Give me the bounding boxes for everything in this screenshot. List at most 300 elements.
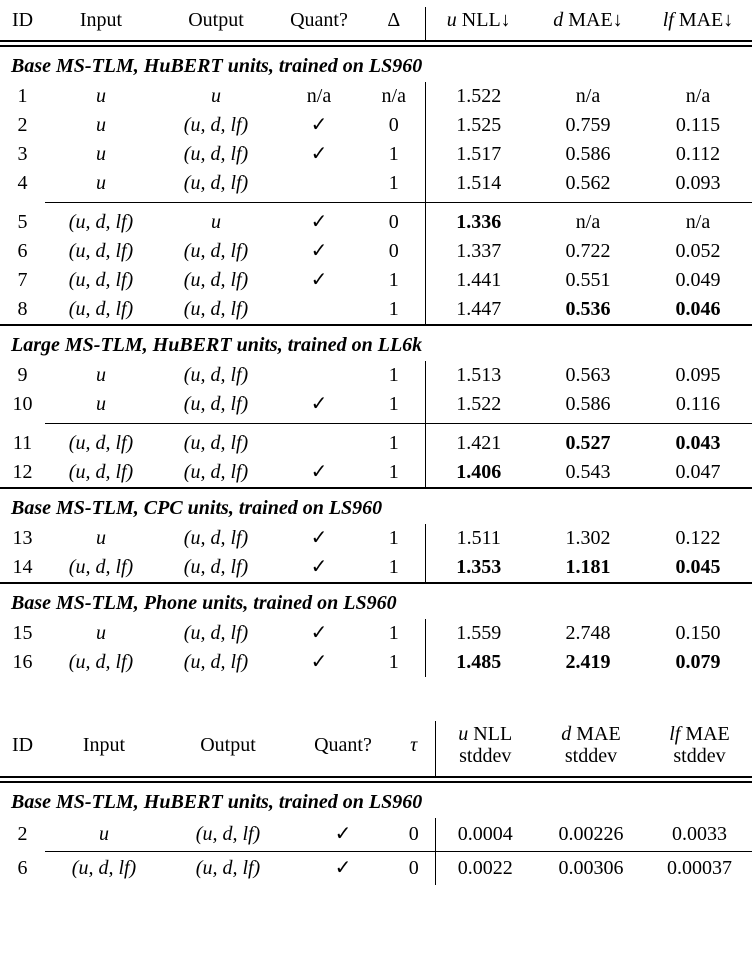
math-value: (u, d, lf)	[68, 298, 134, 320]
cell	[435, 852, 535, 886]
cell	[45, 203, 157, 238]
cell	[275, 82, 363, 111]
math-value: (u, d, lf)	[183, 432, 249, 454]
math-value: (u, d, lf)	[183, 393, 249, 415]
section-header-row	[0, 782, 752, 818]
checkmark-icon: ✓	[310, 622, 328, 644]
cell	[275, 140, 363, 169]
value: 0.543	[565, 461, 611, 483]
cell	[532, 140, 644, 169]
cell	[393, 818, 435, 852]
cell	[157, 169, 275, 203]
value: 12	[12, 461, 33, 483]
cell	[157, 524, 275, 553]
math-value: (u, d, lf)	[195, 857, 261, 879]
cell	[157, 424, 275, 459]
value: 0.722	[565, 240, 611, 262]
cell	[425, 648, 532, 677]
cell	[275, 648, 363, 677]
value: 0	[388, 114, 399, 136]
cell	[45, 237, 157, 266]
cell	[644, 553, 752, 583]
value: 1.337	[456, 240, 502, 262]
column-header	[393, 721, 435, 777]
cell	[45, 390, 157, 424]
cell	[45, 361, 157, 390]
header-line	[0, 734, 45, 756]
value: n/a	[306, 85, 332, 107]
cell	[275, 266, 363, 295]
header-line	[293, 734, 393, 756]
value: 1.517	[456, 143, 502, 165]
value: 0.0033	[672, 823, 727, 845]
value: 0	[408, 823, 419, 845]
cell	[45, 266, 157, 295]
cell	[275, 619, 363, 648]
section-title: Base MS-TLM, Phone units, trained on LS960	[0, 583, 752, 619]
value: 0.759	[565, 114, 611, 136]
table-row	[0, 852, 752, 886]
value: 0	[388, 240, 399, 262]
checkmark-icon: ✓	[334, 857, 352, 879]
column-header	[535, 721, 647, 777]
value: 0	[388, 211, 399, 233]
cell	[425, 424, 532, 459]
value: 13	[12, 527, 33, 549]
cell	[157, 237, 275, 266]
header-line	[436, 723, 536, 745]
table-row	[0, 111, 752, 140]
value: 1.511	[456, 527, 501, 549]
value: 1.522	[456, 393, 502, 415]
checkmark-icon: ✓	[310, 240, 328, 262]
value: 14	[12, 556, 33, 578]
column-header	[157, 7, 275, 41]
cell	[425, 203, 532, 238]
header-line	[532, 9, 644, 31]
value: 0.00226	[558, 823, 624, 845]
checkmark-icon: ✓	[310, 114, 328, 136]
header-line-2: stddev	[564, 745, 618, 767]
cell	[435, 818, 535, 852]
header-text: NLL	[473, 723, 513, 745]
math-value: (u, d, lf)	[68, 211, 134, 233]
cell	[0, 266, 45, 295]
cell	[644, 458, 752, 488]
cell	[0, 111, 45, 140]
math-symbol: lf	[669, 723, 681, 745]
cell	[157, 361, 275, 390]
column-header	[293, 721, 393, 777]
value: 0.562	[565, 172, 611, 194]
cell	[363, 619, 425, 648]
cell	[644, 390, 752, 424]
value: 2	[17, 823, 28, 846]
cell	[532, 648, 644, 677]
cell	[532, 619, 644, 648]
checkmark-icon: ✓	[310, 461, 328, 483]
value: 0.586	[565, 393, 611, 415]
value: 0.112	[675, 143, 721, 165]
table-row	[0, 237, 752, 266]
table-row	[0, 140, 752, 169]
checkmark-icon: ✓	[310, 269, 328, 291]
cell	[157, 458, 275, 488]
math-value: u	[96, 622, 106, 644]
value: 0.0022	[457, 857, 513, 879]
cell	[45, 818, 163, 852]
value: 0.043	[675, 432, 721, 454]
math-value: (u, d, lf)	[68, 651, 134, 673]
cell	[0, 818, 45, 852]
cell	[535, 818, 647, 852]
section-title: Base MS-TLM, HuBERT units, trained on LS960	[11, 55, 423, 77]
math-value: (u, d, lf)	[183, 556, 249, 578]
cell	[425, 111, 532, 140]
header-line	[0, 9, 45, 31]
header-line	[644, 9, 752, 31]
cell	[275, 169, 363, 203]
cell	[425, 295, 532, 325]
header-line	[647, 723, 752, 745]
cell	[275, 361, 363, 390]
header-row	[0, 7, 752, 41]
math-value: (u, d, lf)	[183, 461, 249, 483]
math-value: (u, d, lf)	[183, 622, 249, 644]
value: 5	[17, 210, 28, 233]
cell	[0, 852, 45, 886]
cell	[644, 295, 752, 325]
table-row	[0, 619, 752, 648]
cell	[157, 553, 275, 583]
value: 0.116	[675, 393, 721, 415]
cell	[363, 140, 425, 169]
cell	[644, 524, 752, 553]
header-text: ID	[11, 9, 34, 31]
value: 0.0004	[457, 823, 513, 845]
table-row	[0, 424, 752, 459]
value: 0.079	[675, 651, 721, 673]
cell	[532, 169, 644, 203]
cell	[425, 140, 532, 169]
cell	[535, 852, 647, 886]
cell	[0, 648, 45, 677]
value: 8	[17, 298, 28, 320]
table-row	[0, 524, 752, 553]
math-symbol: lf	[662, 9, 674, 31]
cell	[157, 619, 275, 648]
value: 0.045	[675, 556, 721, 578]
header-text: Input	[79, 9, 123, 31]
cell	[644, 111, 752, 140]
table-row	[0, 203, 752, 238]
value: 2.419	[565, 651, 611, 673]
value: 0.150	[675, 622, 721, 644]
section-title: Base MS-TLM, CPC units, trained on LS960	[0, 488, 752, 524]
header-text: Quant?	[314, 734, 372, 756]
cell	[157, 82, 275, 111]
value: 1.421	[456, 432, 502, 454]
cell	[425, 524, 532, 553]
checkmark-icon: ✓	[310, 143, 328, 165]
cell	[293, 852, 393, 886]
math-symbol: u	[458, 723, 469, 745]
header-text: MAE↓	[678, 9, 734, 31]
cell	[363, 295, 425, 325]
cell	[0, 619, 45, 648]
cell	[0, 524, 45, 553]
cell	[157, 203, 275, 238]
value: 1.522	[456, 85, 502, 107]
cell	[363, 553, 425, 583]
value: 0.00306	[558, 857, 624, 879]
value: 1	[388, 527, 399, 549]
cell	[0, 361, 45, 390]
cell	[45, 852, 163, 886]
cell	[275, 295, 363, 325]
cell	[363, 237, 425, 266]
header-line	[45, 734, 163, 756]
value: 11	[12, 431, 33, 454]
value: 1.513	[456, 364, 502, 386]
value: 0.586	[565, 143, 611, 165]
cell	[157, 648, 275, 677]
value: 1.441	[456, 269, 502, 291]
value: 1.559	[456, 622, 502, 644]
column-header	[435, 721, 535, 777]
cell	[157, 111, 275, 140]
cell	[0, 390, 45, 424]
math-value: u	[211, 211, 221, 233]
cell	[425, 390, 532, 424]
value: 1	[17, 85, 28, 107]
math-value: u	[96, 143, 106, 165]
header-line	[393, 734, 435, 756]
math-value: u	[96, 393, 106, 415]
cell	[644, 424, 752, 459]
cell	[157, 266, 275, 295]
cell	[45, 140, 157, 169]
value: 0.551	[565, 269, 611, 291]
column-header	[644, 7, 752, 41]
header-line-2: stddev	[459, 745, 512, 767]
cell	[363, 169, 425, 203]
column-header	[45, 721, 163, 777]
header-line	[157, 9, 275, 31]
math-symbol: τ	[410, 734, 418, 756]
cell	[0, 458, 45, 488]
value: 0.093	[675, 172, 721, 194]
column-header	[163, 721, 293, 777]
cell	[532, 390, 644, 424]
value: 1.336	[456, 211, 502, 233]
stddev-table	[0, 721, 752, 885]
cell	[532, 295, 644, 325]
cell	[644, 237, 752, 266]
value: n/a	[685, 211, 711, 233]
table-row	[0, 553, 752, 583]
cell	[157, 390, 275, 424]
value: 1	[388, 393, 399, 415]
value: 1.302	[565, 527, 611, 549]
cell	[45, 111, 157, 140]
cell	[275, 237, 363, 266]
value: 0.115	[675, 114, 721, 136]
cell	[45, 458, 157, 488]
cell	[425, 553, 532, 583]
math-value: (u, d, lf)	[183, 527, 249, 549]
cell	[425, 169, 532, 203]
cell	[363, 458, 425, 488]
cell	[45, 424, 157, 459]
value: 0.046	[675, 298, 721, 320]
cell	[363, 266, 425, 295]
math-value: (u, d, lf)	[183, 269, 249, 291]
value: 0.095	[675, 364, 721, 386]
math-value: (u, d, lf)	[68, 269, 134, 291]
math-value: u	[211, 85, 221, 107]
column-header	[532, 7, 644, 41]
cell	[647, 818, 752, 852]
cell	[532, 553, 644, 583]
cell	[275, 111, 363, 140]
cell	[275, 524, 363, 553]
cell	[363, 361, 425, 390]
section-title: Base MS-TLM, HuBERT units, trained on LS960	[11, 791, 423, 813]
math-value: (u, d, lf)	[183, 364, 249, 386]
table-row	[0, 648, 752, 677]
cell	[0, 203, 45, 238]
header-text: ID	[11, 734, 34, 756]
cell	[647, 852, 752, 886]
cell	[532, 424, 644, 459]
cell	[532, 237, 644, 266]
value: 1	[388, 298, 399, 320]
cell	[0, 82, 45, 111]
value: n/a	[685, 85, 711, 107]
cell	[45, 619, 157, 648]
header-row	[0, 721, 752, 777]
cell	[363, 111, 425, 140]
math-value: u	[96, 527, 106, 549]
cell	[0, 169, 45, 203]
table-row	[0, 818, 752, 852]
math-value: u	[96, 85, 106, 107]
cell	[45, 524, 157, 553]
table-row	[0, 361, 752, 390]
column-header	[45, 7, 157, 41]
cell	[45, 295, 157, 325]
value: n/a	[381, 85, 406, 107]
cell	[0, 553, 45, 583]
cell	[363, 424, 425, 459]
value: 1.181	[565, 556, 611, 578]
value: 1	[388, 622, 399, 644]
value: 1	[388, 143, 399, 165]
header-text: Quant?	[290, 9, 348, 31]
header-text: Δ	[387, 9, 401, 31]
math-value: (u, d, lf)	[68, 240, 134, 262]
value: n/a	[575, 211, 601, 233]
cell	[157, 295, 275, 325]
value: 2	[17, 114, 28, 136]
value: 1.353	[456, 556, 502, 578]
cell	[532, 458, 644, 488]
value: 3	[17, 143, 28, 165]
cell	[45, 82, 157, 111]
cell	[425, 266, 532, 295]
math-value: (u, d, lf)	[68, 432, 134, 454]
value: 1	[388, 651, 399, 673]
header-text: Output	[188, 9, 244, 31]
cell	[644, 648, 752, 677]
cell	[157, 140, 275, 169]
column-header	[647, 721, 752, 777]
value: 1.447	[456, 298, 502, 320]
value: 2.748	[565, 622, 611, 644]
section-header-row	[0, 325, 752, 361]
math-value: (u, d, lf)	[183, 240, 249, 262]
header-line	[363, 9, 425, 31]
checkmark-icon: ✓	[310, 211, 328, 233]
cell	[363, 203, 425, 238]
section-header-row	[0, 583, 752, 619]
cell	[275, 458, 363, 488]
value: 6	[17, 240, 28, 262]
value: 1.406	[456, 461, 502, 483]
value: 1.485	[456, 651, 502, 673]
cell	[532, 111, 644, 140]
header-line	[426, 9, 533, 31]
math-value: (u, d, lf)	[195, 823, 261, 845]
cell	[363, 648, 425, 677]
header-line	[45, 9, 157, 31]
cell	[393, 852, 435, 886]
math-symbol: d	[561, 723, 572, 745]
header-line	[163, 734, 293, 756]
value: 9	[17, 364, 28, 386]
checkmark-icon: ✓	[334, 823, 352, 845]
table-row	[0, 295, 752, 325]
value: 0.527	[565, 432, 611, 454]
value: 0	[408, 857, 419, 879]
math-value: (u, d, lf)	[183, 172, 249, 194]
header-text: Output	[200, 734, 256, 756]
math-value: u	[96, 172, 106, 194]
cell	[532, 524, 644, 553]
cell	[0, 140, 45, 169]
value: 1.514	[456, 172, 502, 194]
cell	[644, 169, 752, 203]
header-line	[275, 9, 363, 31]
cell	[644, 619, 752, 648]
value: 0.122	[675, 527, 721, 549]
header-line	[535, 723, 647, 745]
cell	[0, 424, 45, 459]
header-text: NLL↓	[461, 9, 511, 31]
cell	[163, 852, 293, 886]
value: 1	[388, 269, 399, 291]
cell	[425, 361, 532, 390]
checkmark-icon: ✓	[310, 651, 328, 673]
checkmark-icon: ✓	[310, 556, 328, 578]
table-row	[0, 82, 752, 111]
cell	[644, 82, 752, 111]
value: 0.052	[675, 240, 721, 262]
column-header	[0, 7, 45, 41]
column-header	[363, 7, 425, 41]
value: 0.047	[675, 461, 721, 483]
